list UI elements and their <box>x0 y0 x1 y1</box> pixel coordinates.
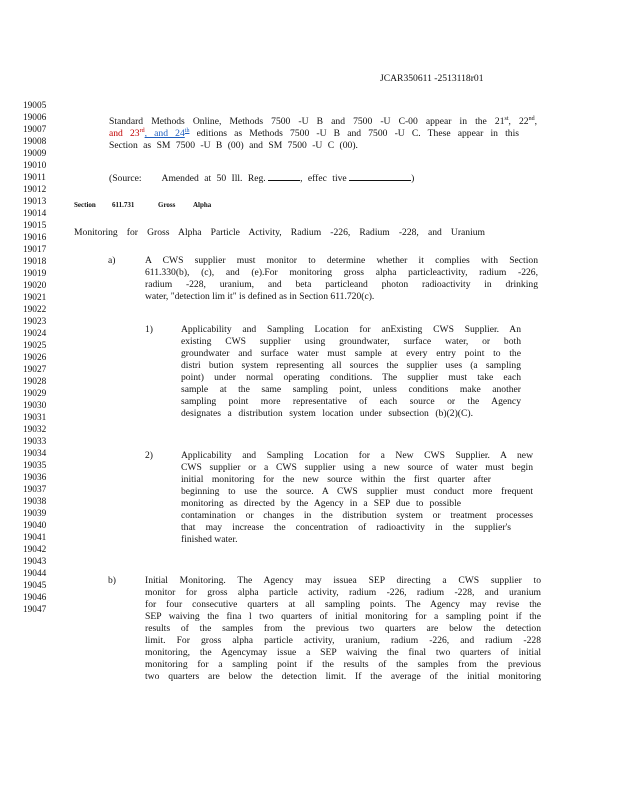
line-number: 19005 <box>23 101 47 111</box>
line-number: 19022 <box>23 305 47 315</box>
intro-line-2: and 23rd, and 24th editions as Methods 7500 -U B and 7500 -U C. These appear in this <box>109 127 519 139</box>
paragraph-line: existing CWS supplier using groundwater, surface water, or both <box>181 336 521 347</box>
line-number: 19014 <box>23 209 47 219</box>
line-number: 19017 <box>23 245 47 255</box>
line-number: 19024 <box>23 329 47 339</box>
line-number: 19046 <box>23 593 47 603</box>
paragraph-line: SEP waiving the fina l two quarters of initial monitoring for a sampling point if the <box>145 611 541 622</box>
line-number: 19019 <box>23 269 47 279</box>
line-number: 19042 <box>23 545 47 555</box>
line-number: 19044 <box>23 569 47 579</box>
paragraph-line: Initial Monitoring. The Agency may issuea SEP directing a CWS supplier to <box>145 575 541 586</box>
paragraph-line: contamination or changes in the distribution system or treatment processes <box>181 510 533 521</box>
paragraph-line: that may increase the concentration of radioactivity in the supplier's <box>181 522 511 533</box>
paragraph-line: 611.330(b), (c), and (e).For monitoring gross alpha particleactivity, radium -226, <box>145 267 538 278</box>
paragraph-line: radium -228, uranium, and beta particleand photon radioactivity in drinking <box>145 279 538 290</box>
paragraph-line: monitoring as directed by the Agency in a SEP due to possible <box>181 498 461 509</box>
line-number: 19025 <box>23 341 47 351</box>
deleted-text: , and 24 <box>144 128 185 139</box>
line-number: 19036 <box>23 473 47 483</box>
line-number: 19030 <box>23 401 47 411</box>
paragraph-line: point) under normal operating conditions. The supplier must take each <box>181 372 521 383</box>
paragraph-line: Applicability and Sampling Location for anExisting CWS Supplier. An <box>181 324 521 335</box>
line-number: 19015 <box>23 221 47 231</box>
line-number: 19035 <box>23 461 47 471</box>
line-number: 19027 <box>23 365 47 375</box>
line-number: 19029 <box>23 389 47 399</box>
paragraph-line: beginning to use the source. A CWS supplier must conduct more frequent <box>181 486 533 497</box>
paragraph-line: limit. For gross alpha particle activity, uranium, radium -226, and radium -228 <box>145 635 541 646</box>
paragraph-line: CWS supplier or a CWS supplier using a new source of water must begin <box>181 462 533 473</box>
line-number: 19011 <box>23 173 46 183</box>
section-title-word-1: Gross <box>158 201 176 209</box>
para-b-label: b) <box>108 575 116 586</box>
document-code: JCAR350611 -2513118r01 <box>380 73 484 84</box>
section-title-word-2: Alpha <box>193 201 212 209</box>
line-number: 19038 <box>23 497 47 507</box>
para-a2-label: 2) <box>145 450 153 461</box>
line-number: 19006 <box>23 113 47 123</box>
line-number: 19008 <box>23 137 47 147</box>
section-number: 611.731 <box>112 201 135 209</box>
paragraph-line: sampling point more representative of each source or the Agency <box>181 396 521 407</box>
paragraph-line: sample at the same sampling point, unless conditions make another <box>181 384 521 395</box>
inserted-text: and 23 <box>109 128 140 139</box>
line-number: 19009 <box>23 149 47 159</box>
line-number: 19040 <box>23 521 47 531</box>
intro-line-3: Section as SM 7500 -U B (00) and SM 7500 -U C (00). <box>109 140 358 151</box>
line-number: 19045 <box>23 581 47 591</box>
line-number: 19021 <box>23 293 47 303</box>
line-number: 19031 <box>23 413 47 423</box>
line-number: 19020 <box>23 281 47 291</box>
paragraph-line: monitoring, the Agencymay issue a SEP waiving the final two quarters of initial <box>145 647 541 658</box>
para-a-label: a) <box>108 255 116 266</box>
line-number: 19047 <box>23 605 47 615</box>
para-a1-label: 1) <box>145 324 153 335</box>
line-number: 19039 <box>23 509 47 519</box>
line-number: 19032 <box>23 425 47 435</box>
paragraph-line: groundwater and surface water must sample at every entry point to the <box>181 348 521 359</box>
paragraph-line: Applicability and Sampling Location for a New CWS Supplier. A new <box>181 450 533 461</box>
line-number: 19007 <box>23 125 47 135</box>
source-note: (Source: Amended at 50 Ill. Reg. , effec tive ) <box>109 173 415 184</box>
line-number: 19016 <box>23 233 47 243</box>
section-label: Section <box>74 201 96 209</box>
paragraph-line: finished water. <box>181 534 238 545</box>
line-number: 19026 <box>23 353 47 363</box>
line-number: 19028 <box>23 377 47 387</box>
paragraph-line: for four consecutive quarters at all sampling points. The Agency may revise the <box>145 599 541 610</box>
paragraph-line: results of the samples from the previous two quarters are below the detection <box>145 623 541 634</box>
line-number: 19018 <box>23 257 47 267</box>
paragraph-line: initial monitoring for the new source within the first quarter after <box>181 474 491 485</box>
paragraph-line: distri bution system representing all sources the supplier uses (a sampling <box>181 360 521 371</box>
line-number: 19012 <box>23 185 47 195</box>
line-number: 19041 <box>23 533 47 543</box>
paragraph-line: water, "detection lim it" is defined as in Section 611.720(c). <box>145 291 375 302</box>
paragraph-line: designates a distribution system location under subsection (b)(2)(C). <box>181 408 473 419</box>
line-number: 19043 <box>23 557 47 567</box>
paragraph-line: monitoring for a sampling point if the results of the samples from the previous <box>145 659 541 670</box>
paragraph-line: two quarters are below the detection limit. If the average of the initial monitoring <box>145 671 541 682</box>
paragraph-line: monitor for gross alpha particle activity, radium -226, radium -228, and uranium <box>145 587 541 598</box>
line-number: 19034 <box>23 449 47 459</box>
line-number: 19023 <box>23 317 47 327</box>
paragraph-line: A CWS supplier must monitor to determine whether it complies with Section <box>145 255 538 266</box>
line-number: 19037 <box>23 485 47 495</box>
line-number: 19033 <box>23 437 47 447</box>
intro-line-1: Standard Methods Online, Methods 7500 -U B and 7500 -U C-00 appear in the 21st, 22nd, <box>109 115 538 127</box>
line-number: 19013 <box>23 197 47 207</box>
section-heading: Monitoring for Gross Alpha Particle Activity, Radium -226, Radium -228, and Uranium <box>74 227 485 238</box>
line-number: 19010 <box>23 161 47 171</box>
